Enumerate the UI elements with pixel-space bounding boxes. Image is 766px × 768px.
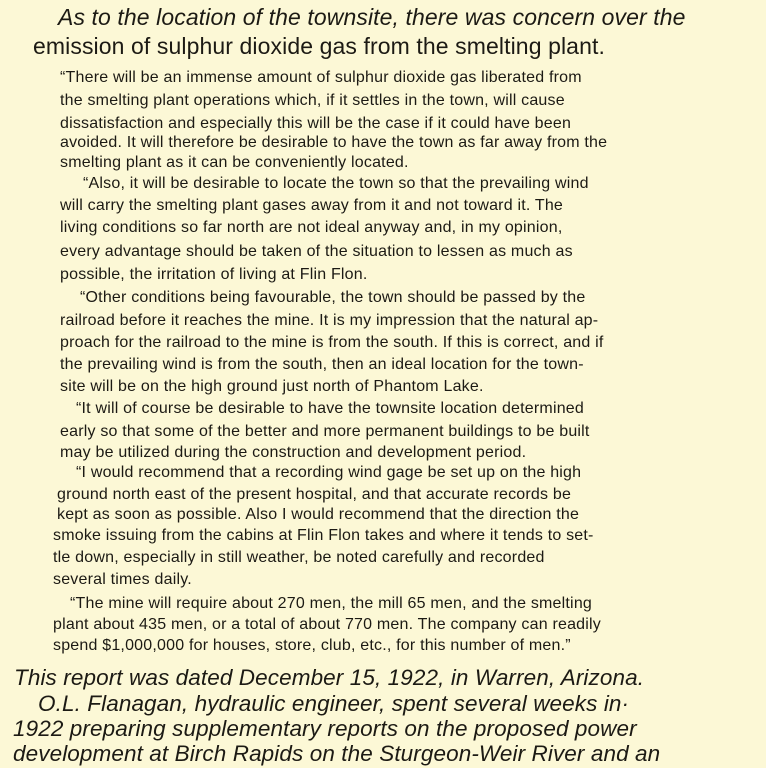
quote-line: possible, the irritation of living at Flin Flon. [60, 266, 368, 283]
quote-line: the prevailing wind is from the south, then an ideal location for the town- [60, 356, 584, 373]
quote-line: living conditions so far north are not ideal anyway and, in my opinion, [60, 219, 563, 236]
quote-line: plant about 435 men, or a total of about 770 men. The company can readily [53, 616, 601, 633]
quote-line: smoke issuing from the cabins at Flin Flon takes and where it tends to set- [53, 527, 594, 544]
quote-line: railroad before it reaches the mine. It is my impression that the natural ap- [60, 312, 599, 329]
quote-line: dissatisfaction and especially this will be the case if it could have been [60, 115, 572, 132]
quote-line: “The mine will require about 270 men, the mill 65 men, and the smelting [70, 595, 593, 612]
outro-line: 1922 preparing supplementary reports on the proposed power [13, 716, 637, 741]
intro-line-1: As to the location of the townsite, there was concern over the [58, 4, 686, 30]
quote-line: ground north east of the present hospital, and that accurate records be [57, 486, 572, 503]
quote-line: “There will be an immense amount of sulphur dioxide gas liberated from [60, 69, 582, 86]
outro-line: development at Birch Rapids on the Sturgeon-Weir River and an [13, 741, 661, 766]
quote-line: every advantage should be taken of the situation to lessen as much as [60, 243, 573, 260]
quote-line: the smelting plant operations which, if it settles in the town, will cause [60, 92, 565, 109]
quote-line: smelting plant as it can be conveniently located. [60, 154, 409, 171]
quote-line: “It will of course be desirable to have the townsite location determined [76, 400, 585, 417]
quote-line: avoided. It will therefore be desirable to have the town as far away from the [60, 134, 608, 151]
outro-line: O.L. Flanagan, hydraulic engineer, spent several weeks in· [38, 691, 630, 716]
quote-line: may be utilized during the construction and development period. [60, 444, 527, 461]
quote-line: early so that some of the better and more permanent buildings to be built [60, 423, 590, 440]
quote-line: proach for the railroad to the mine is from the south. If this is correct, and if [60, 334, 604, 351]
quote-line: several times daily. [53, 571, 192, 588]
quote-line: “I would recommend that a recording wind gage be set up on the high [76, 464, 582, 481]
quote-line: kept as soon as possible. Also I would recommend that the direction the [57, 506, 580, 523]
quote-line: will carry the smelting plant gases away from it and not toward it. The [60, 197, 564, 214]
quote-line: site will be on the high ground just north of Phantom Lake. [60, 378, 484, 395]
quote-line: tle down, especially in still weather, be noted carefully and recorded [53, 549, 545, 566]
quote-line: spend $1,000,000 for houses, store, club, etc., for this number of men.” [53, 637, 571, 654]
quote-line: “Other conditions being favourable, the town should be passed by the [80, 289, 586, 306]
intro-line-2: emission of sulphur dioxide gas from the smelting plant. [33, 33, 605, 59]
outro-line: This report was dated December 15, 1922, in Warren, Arizona. [14, 665, 645, 690]
quote-line: “Also, it will be desirable to locate the town so that the prevailing wind [83, 175, 589, 192]
